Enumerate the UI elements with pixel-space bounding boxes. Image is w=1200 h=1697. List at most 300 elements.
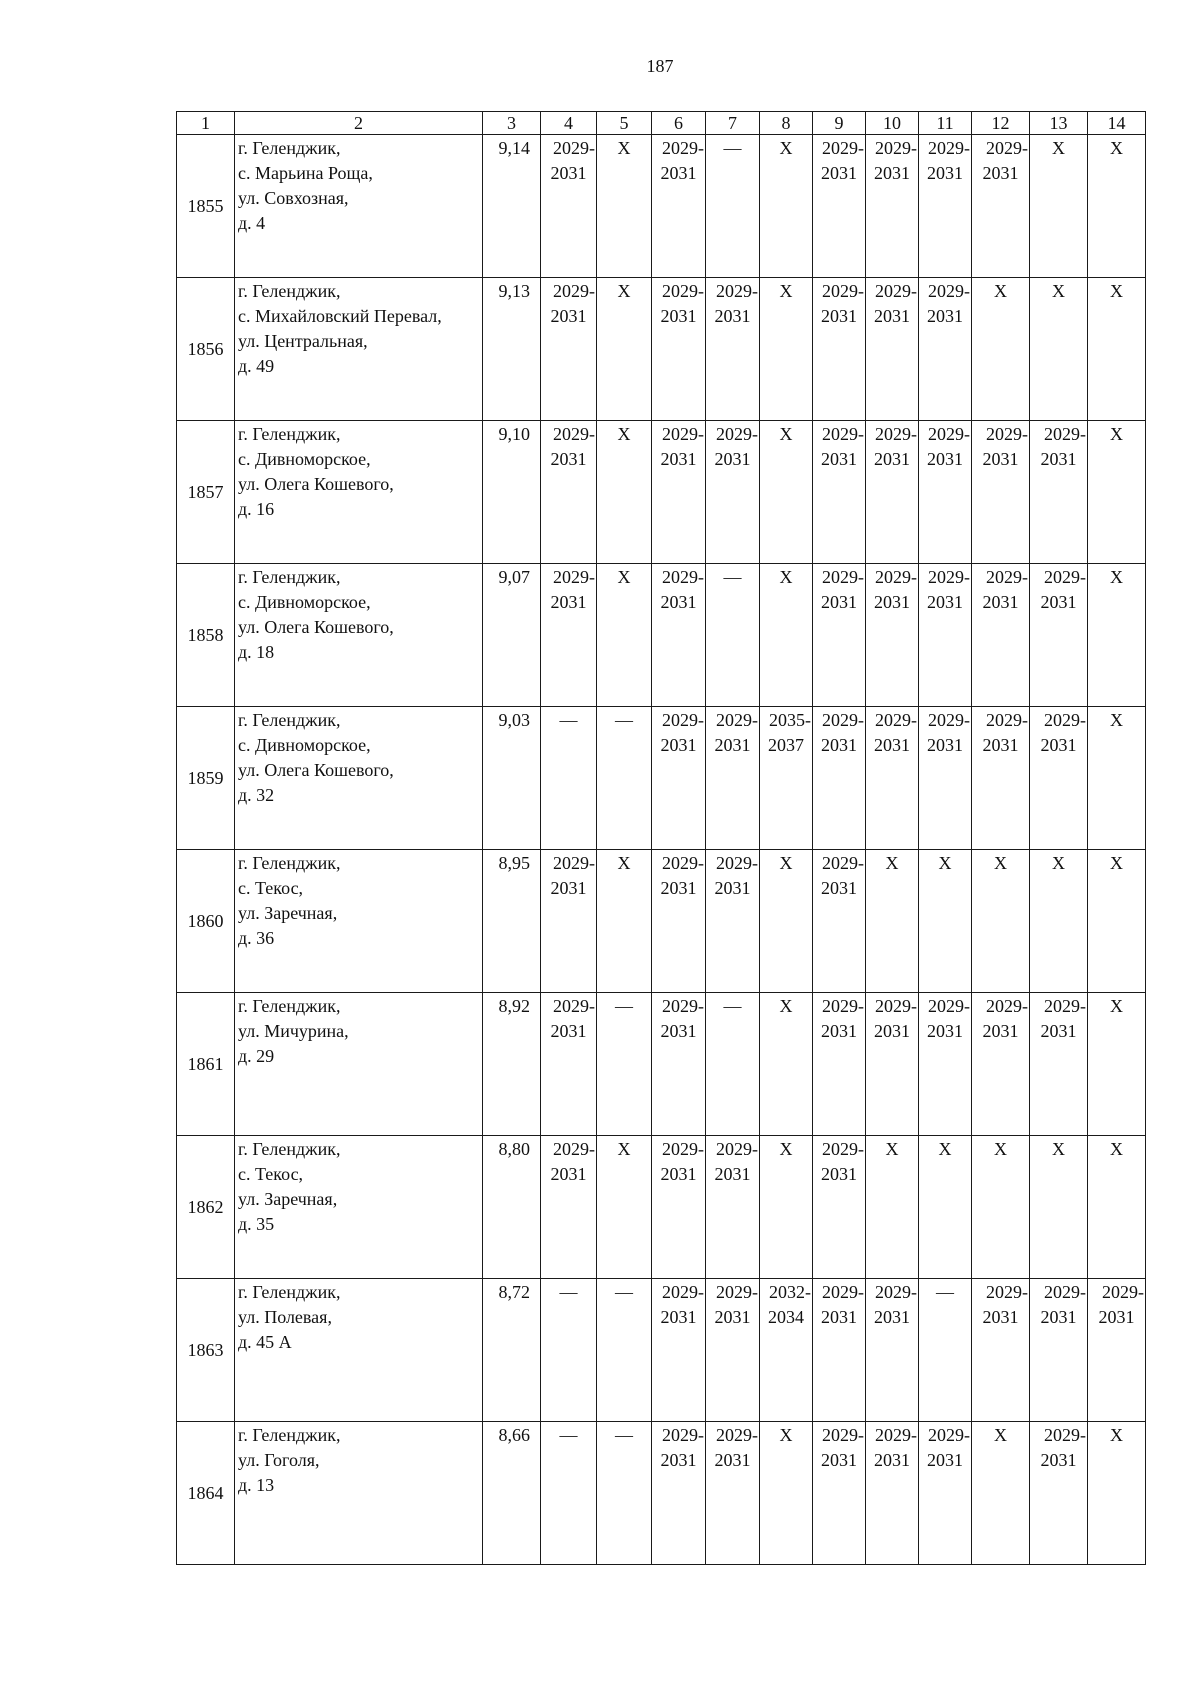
period-start: 2029- [986,1282,1028,1302]
period-cell-col-10 [866,278,919,421]
period-cell-col-8 [760,707,813,850]
period-start: 2029- [875,138,917,158]
address-line: д. 29 [238,1046,275,1066]
period-start: 2029- [875,1425,917,1445]
period-cell-col-9 [813,564,866,707]
period-end: 2031 [874,592,910,612]
period-cell-col-5 [597,1279,652,1422]
period-cell-col-4 [541,707,597,850]
period-end: 2031 [821,1307,857,1327]
period-end: 2031 [874,163,910,183]
row-number: 1860 [177,850,235,993]
column-header-3: 3 [483,112,541,135]
period-cell-col-11 [919,1422,972,1565]
period-end: 2031 [660,163,697,183]
period-cell-col-10 [866,1279,919,1422]
address-line: г. Геленджик, [238,1139,341,1159]
value-cell: 9,13 [483,278,541,421]
period-end: 2031 [550,306,587,326]
period-end: 2031 [874,1307,910,1327]
address-line: ул. Заречная, [238,1189,338,1209]
row-number: 1862 [177,1136,235,1279]
period-end: 2031 [982,163,1019,183]
period-cell-col-12 [972,850,1030,993]
period-end: 2031 [927,1450,963,1470]
period-cell-col-7 [706,707,760,850]
table-row [177,1422,1146,1565]
value-cell: 9,10 [483,421,541,564]
dash-mark: — [723,567,742,587]
period-end: 2031 [714,1164,751,1184]
period-start: 2029- [928,1425,970,1445]
dash-mark: — [615,710,633,730]
period-start: 2029- [716,853,758,873]
period-cell-col-11 [919,993,972,1136]
period-cell-col-8 [760,421,813,564]
column-header-9: 9 [813,112,866,135]
period-cell-col-8 [760,135,813,278]
period-end: 2031 [550,878,587,898]
period-end: 2031 [821,592,857,612]
period-cell-col-9 [813,993,866,1136]
period-cell-col-7 [706,564,760,707]
period-cell-col-11 [919,135,972,278]
period-start: 2029- [822,567,864,587]
period-start: 2029- [875,1282,917,1302]
period-start: 2029- [928,710,970,730]
period-cell-col-10 [866,135,919,278]
not-applicable-mark: X [1052,138,1065,158]
address-cell [235,1136,483,1279]
address-line: ул. Заречная, [238,903,338,923]
column-header-12: 12 [972,112,1030,135]
period-start: 2029- [662,1139,704,1159]
row-number: 1856 [177,278,235,421]
period-cell-col-8 [760,278,813,421]
value-cell: 9,07 [483,564,541,707]
period-cell-col-6 [652,1136,706,1279]
address-line: ул. Совхозная, [238,188,349,208]
row-number: 1859 [177,707,235,850]
column-header-1: 1 [177,112,235,135]
period-start: 2029- [1044,424,1086,444]
period-cell-col-13 [1030,564,1088,707]
period-start: 2029- [553,853,595,873]
period-cell-col-7 [706,278,760,421]
address-line: ул. Олега Кошевого, [238,760,394,780]
period-start: 2029- [662,1425,704,1445]
period-cell-col-12 [972,993,1030,1136]
period-end: 2031 [660,1307,697,1327]
period-end: 2031 [714,306,751,326]
value-cell: 9,14 [483,135,541,278]
registry-table [176,111,1146,1565]
address-line: ул. Мичурина, [238,1021,349,1041]
period-cell-col-14 [1088,564,1146,707]
period-cell-col-14 [1088,421,1146,564]
period-end: 2031 [714,735,751,755]
period-end: 2031 [821,878,857,898]
not-applicable-mark: X [1052,1139,1065,1159]
not-applicable-mark: X [617,424,631,444]
period-end: 2031 [660,1450,697,1470]
period-start: 2029- [822,1425,864,1445]
period-start: 2029- [875,710,917,730]
period-cell-col-12 [972,1279,1030,1422]
row-number: 1855 [177,135,235,278]
not-applicable-mark: X [1110,281,1123,301]
period-start: 2029- [986,138,1028,158]
period-end: 2031 [714,1307,751,1327]
address-line: ул. Олега Кошевого, [238,617,394,637]
period-cell-col-14 [1088,135,1146,278]
address-line: д. 13 [238,1475,275,1495]
period-cell-col-12 [972,564,1030,707]
period-end: 2031 [874,1021,910,1041]
table-row [177,707,1146,850]
address-line: с. Дивноморское, [238,449,371,469]
period-cell-col-10 [866,1422,919,1565]
row-number: 1858 [177,564,235,707]
period-start: 2029- [553,996,595,1016]
period-end: 2031 [1040,449,1077,469]
period-cell-col-12 [972,707,1030,850]
period-start: 2029- [662,424,704,444]
table-row [177,135,1146,278]
row-number: 1864 [177,1422,235,1565]
table-row [177,564,1146,707]
period-cell-col-8 [760,850,813,993]
address-line: д. 35 [238,1214,275,1234]
period-end: 2031 [550,1164,587,1184]
period-cell-col-7 [706,1422,760,1565]
period-cell-col-14 [1088,278,1146,421]
period-cell-col-14 [1088,1136,1146,1279]
period-end: 2031 [982,449,1019,469]
period-end: 2031 [982,1307,1019,1327]
period-cell-col-6 [652,421,706,564]
not-applicable-mark: X [1110,710,1123,730]
period-cell-col-6 [652,850,706,993]
period-start: 2029- [822,853,864,873]
period-start: 2029- [928,281,970,301]
dash-mark: — [559,1425,578,1445]
row-number: 1863 [177,1279,235,1422]
period-end: 2031 [550,592,587,612]
address-line: д. 36 [238,928,275,948]
period-start: 2029- [1102,1282,1144,1302]
address-line: г. Геленджик, [238,996,341,1016]
period-cell-col-4 [541,850,597,993]
period-cell-col-13 [1030,278,1088,421]
period-start: 2029- [1044,1425,1086,1445]
period-end: 2031 [714,449,751,469]
address-cell [235,278,483,421]
period-end: 2031 [660,1164,697,1184]
period-end: 2031 [1040,1450,1077,1470]
period-end: 2031 [927,592,963,612]
period-end: 2031 [1040,592,1077,612]
period-end: 2031 [874,735,910,755]
period-cell-col-5 [597,564,652,707]
not-applicable-mark: X [779,996,793,1016]
period-end: 2031 [550,449,587,469]
not-applicable-mark: X [779,1425,793,1445]
period-start: 2029- [875,996,917,1016]
table-row [177,850,1146,993]
address-cell [235,1279,483,1422]
period-start: 2029- [553,567,595,587]
address-cell [235,564,483,707]
period-end: 2031 [927,163,963,183]
address-cell [235,135,483,278]
row-number: 1861 [177,993,235,1136]
period-end: 2031 [1040,1021,1077,1041]
period-cell-col-5 [597,135,652,278]
period-cell-col-12 [972,421,1030,564]
period-cell-col-11 [919,1279,972,1422]
address-line: г. Геленджик, [238,1425,341,1445]
period-start: 2035- [769,710,811,730]
period-cell-col-11 [919,564,972,707]
period-end: 2031 [821,1021,857,1041]
period-cell-col-6 [652,1422,706,1565]
period-end: 2034 [768,1307,804,1327]
period-cell-col-4 [541,278,597,421]
address-line: с. Текос, [238,1164,304,1184]
period-cell-col-4 [541,1422,597,1565]
address-cell [235,421,483,564]
address-line: д. 49 [238,356,275,376]
address-line: г. Геленджик, [238,281,341,301]
period-start: 2029- [716,424,758,444]
not-applicable-mark: X [779,567,793,587]
period-cell-col-13 [1030,1422,1088,1565]
period-start: 2029- [822,1139,864,1159]
address-line: г. Геленджик, [238,567,341,587]
period-start: 2029- [553,424,595,444]
dash-mark: — [615,996,633,1016]
period-end: 2031 [660,878,697,898]
not-applicable-mark: X [994,281,1007,301]
period-end: 2031 [821,1164,857,1184]
period-cell-col-9 [813,421,866,564]
period-start: 2029- [986,567,1028,587]
address-line: г. Геленджик, [238,853,341,873]
period-cell-col-7 [706,850,760,993]
period-cell-col-5 [597,421,652,564]
address-line: д. 45 А [238,1332,292,1352]
period-start: 2029- [928,424,970,444]
period-cell-col-6 [652,707,706,850]
period-cell-col-13 [1030,1279,1088,1422]
period-start: 2029- [875,424,917,444]
period-cell-col-5 [597,993,652,1136]
period-start: 2029- [822,996,864,1016]
period-end: 2031 [927,1021,963,1041]
table-row [177,1279,1146,1422]
period-start: 2029- [822,1282,864,1302]
period-end: 2031 [550,1021,587,1041]
period-end: 2031 [927,735,963,755]
period-end: 2031 [927,449,963,469]
not-applicable-mark: X [1052,853,1065,873]
period-start: 2029- [662,996,704,1016]
period-cell-col-5 [597,1422,652,1565]
value-cell: 9,03 [483,707,541,850]
address-line: д. 18 [238,642,275,662]
period-cell-col-11 [919,707,972,850]
period-start: 2029- [662,567,704,587]
value-cell: 8,80 [483,1136,541,1279]
not-applicable-mark: X [994,853,1007,873]
period-cell-col-9 [813,850,866,993]
address-line: ул. Олега Кошевого, [238,474,394,494]
not-applicable-mark: X [617,281,631,301]
period-start: 2029- [716,710,758,730]
period-cell-col-6 [652,1279,706,1422]
period-cell-col-13 [1030,1136,1088,1279]
address-line: с. Дивноморское, [238,592,371,612]
period-start: 2029- [875,567,917,587]
table-row [177,993,1146,1136]
period-end: 2031 [660,1021,697,1041]
period-cell-col-13 [1030,707,1088,850]
period-cell-col-4 [541,993,597,1136]
period-cell-col-6 [652,993,706,1136]
period-cell-col-11 [919,850,972,993]
address-line: г. Геленджик, [238,138,341,158]
address-line: д. 32 [238,785,275,805]
table-body [177,135,1146,1565]
period-start: 2029- [986,996,1028,1016]
column-header-13: 13 [1030,112,1088,135]
column-header-14: 14 [1088,112,1146,135]
period-start: 2029- [662,281,704,301]
column-header-6: 6 [652,112,706,135]
period-cell-col-10 [866,850,919,993]
address-cell [235,850,483,993]
column-header-4: 4 [541,112,597,135]
period-start: 2029- [553,138,595,158]
table-row [177,278,1146,421]
address-line: г. Геленджик, [238,424,341,444]
period-cell-col-8 [760,1422,813,1565]
period-start: 2029- [1044,1282,1086,1302]
period-cell-col-11 [919,278,972,421]
address-line: г. Геленджик, [238,1282,341,1302]
dash-mark: — [559,1282,578,1302]
period-end: 2031 [821,449,857,469]
table-row [177,1136,1146,1279]
period-cell-col-14 [1088,993,1146,1136]
period-end: 2031 [982,1021,1019,1041]
period-cell-col-10 [866,707,919,850]
period-end: 2031 [1040,735,1077,755]
not-applicable-mark: X [779,424,793,444]
not-applicable-mark: X [994,1139,1007,1159]
period-start: 2029- [1044,710,1086,730]
period-cell-col-9 [813,707,866,850]
period-start: 2029- [822,424,864,444]
address-cell [235,707,483,850]
period-cell-col-14 [1088,707,1146,850]
period-cell-col-4 [541,1279,597,1422]
period-cell-col-4 [541,564,597,707]
value-cell: 8,66 [483,1422,541,1565]
period-cell-col-9 [813,278,866,421]
address-line: д. 16 [238,499,275,519]
period-end: 2031 [660,306,697,326]
period-cell-col-10 [866,1136,919,1279]
period-start: 2029- [1044,567,1086,587]
period-end: 2031 [874,306,910,326]
period-cell-col-9 [813,135,866,278]
address-line: д. 4 [238,213,266,233]
period-cell-col-5 [597,850,652,993]
period-cell-col-8 [760,1279,813,1422]
value-cell: 8,92 [483,993,541,1136]
period-start: 2029- [986,424,1028,444]
not-applicable-mark: X [617,1139,631,1159]
period-start: 2029- [716,281,758,301]
period-cell-col-6 [652,135,706,278]
address-line: с. Дивноморское, [238,735,371,755]
period-cell-col-13 [1030,421,1088,564]
period-cell-col-7 [706,1136,760,1279]
not-applicable-mark: X [1110,138,1123,158]
period-end: 2031 [821,163,857,183]
period-cell-col-13 [1030,850,1088,993]
period-end: 2031 [660,592,697,612]
column-header-2: 2 [235,112,483,135]
period-start: 2029- [716,1425,758,1445]
not-applicable-mark: X [617,567,631,587]
table-row [177,421,1146,564]
period-cell-col-12 [972,278,1030,421]
period-start: 2032- [769,1282,811,1302]
period-start: 2029- [1044,996,1086,1016]
period-start: 2029- [928,996,970,1016]
not-applicable-mark: X [617,138,631,158]
period-cell-col-5 [597,1136,652,1279]
not-applicable-mark: X [1110,853,1123,873]
period-end: 2031 [660,449,697,469]
not-applicable-mark: X [938,853,952,873]
period-cell-col-4 [541,1136,597,1279]
period-end: 2031 [660,735,697,755]
period-cell-col-10 [866,421,919,564]
dash-mark: — [723,996,742,1016]
period-start: 2029- [716,1282,758,1302]
period-cell-col-14 [1088,1422,1146,1565]
period-start: 2029- [822,281,864,301]
period-end: 2031 [982,592,1019,612]
period-cell-col-4 [541,421,597,564]
period-start: 2029- [986,710,1028,730]
period-cell-col-6 [652,278,706,421]
period-cell-col-7 [706,993,760,1136]
page-number: 187 [646,56,674,76]
not-applicable-mark: X [1110,567,1123,587]
not-applicable-mark: X [779,1139,793,1159]
period-start: 2029- [928,138,970,158]
address-line: ул. Центральная, [238,331,368,351]
period-cell-col-9 [813,1136,866,1279]
period-end: 2031 [714,1450,751,1470]
period-start: 2029- [875,281,917,301]
period-cell-col-11 [919,1136,972,1279]
